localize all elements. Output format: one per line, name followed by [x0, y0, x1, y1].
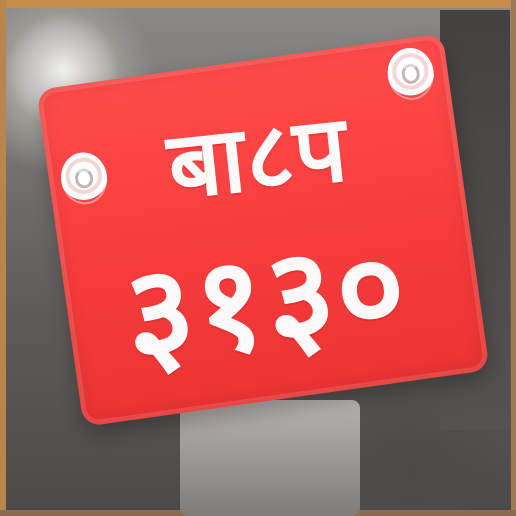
- plate-line-2: ३१३०: [116, 207, 416, 395]
- license-plate: [36, 33, 489, 427]
- license-plate-mount: [180, 400, 360, 516]
- left-border: [0, 0, 6, 516]
- right-border: [511, 0, 516, 516]
- top-border: [0, 0, 516, 8]
- plate-line-1: बा८प: [163, 94, 353, 221]
